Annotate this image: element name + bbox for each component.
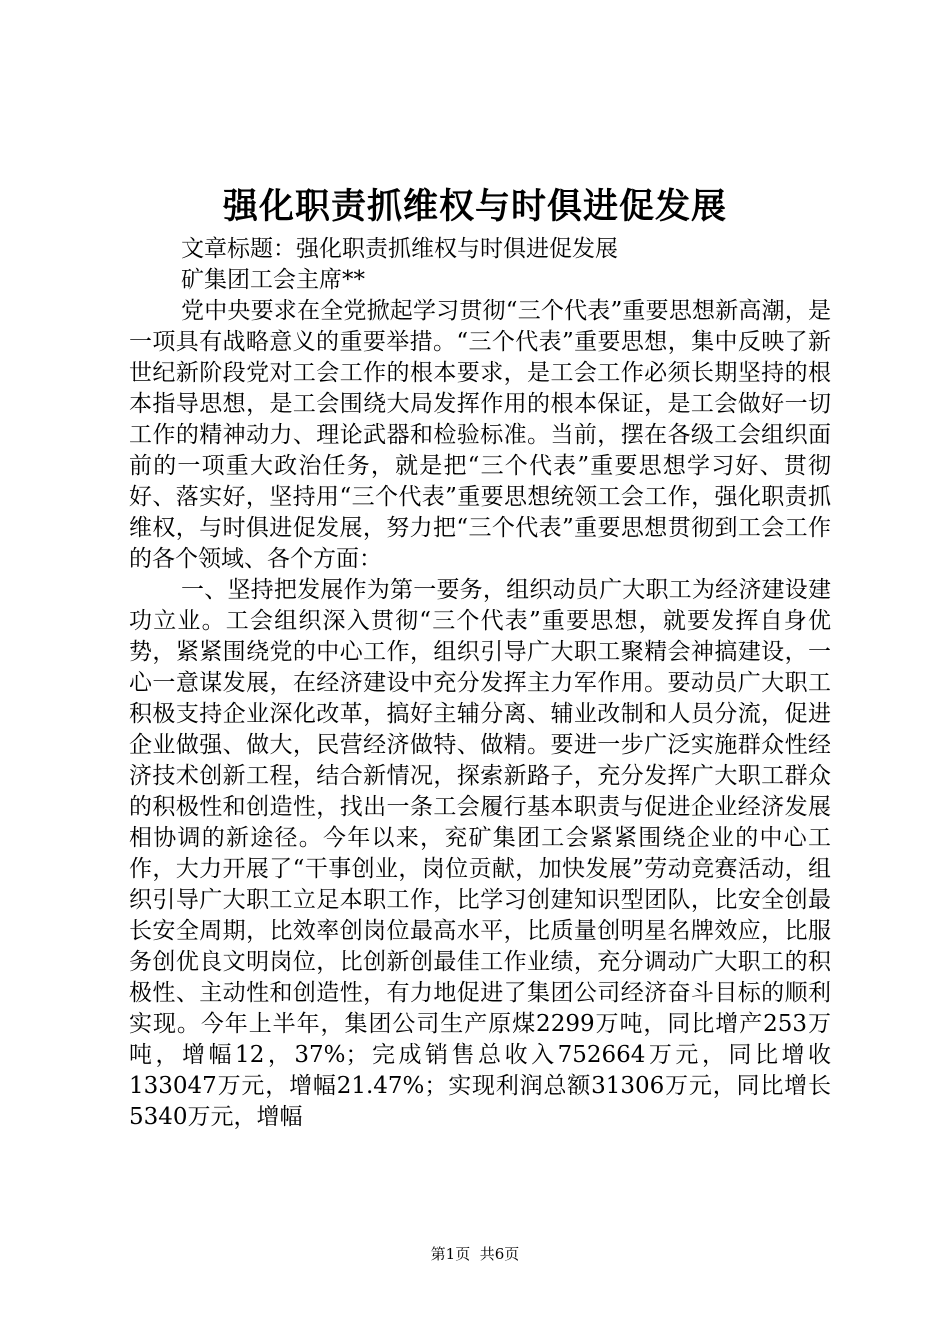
paragraph-section-one: 一、坚持把发展作为第一要务，组织动员广大职工为经济建设建功立业。工会组织深入贯彻“三个代表”重要思想，就要发挥自身优势，紧紧围绕党的中心工作，组织引导广大职工聚精会神搞建设，一心一意谋发展，在经济建设中充分发挥主力军作用。要动员广大职工积极支持企业深化改革，搞好主辅分离、辅业改制和人员分流，促进企业做强、做大，民营经济做特、做精。要进一步广泛实施群众性经济技术创新工程，结合新情况，探索新路子，充分发挥广大职工群众的积极性和创造性，找出一条工会履行基本职责与促进企业经济发展相协调的新途径。今年以来，兖矿集团工会紧紧围绕企业的中心工作，大力开展了“干事创业，岗位贡献，加快发展”劳动竞赛活动，组织引导广大职工立足本职工作，比学习创建知识型团队，比安全创最长安全周期，比效率创岗位最高水平，比质量创明星名牌效应，比服务创优良文明岗位，比创新创最佳工作业绩，充分调动广大职工的积极性、主动性和创造性，有力地促进了集团公司经济奋斗目标的顺利实现。今年上半年，集团公司生产原煤2299万吨，同比增产253万吨，增幅12，37%；完成销售总收入752664万元，同比增收133047万元，增幅21.47%；实现利润总额31306万元，同比增长5340万元，增幅: [129, 577, 831, 1130]
document-title: 强化职责抓维权与时俱进促发展: [222, 186, 727, 227]
page-number-total: 共6页: [479, 1245, 520, 1263]
paragraph-intro: 党中央要求在全党掀起学习贯彻“三个代表”重要思想新高潮，是一项具有战略意义的重要举措。“三个代表”重要思想，集中反映了新世纪新阶段党对工会工作的根本要求，是工会工作必须长期坚持的根本指导思想，是工会围绕大局发挥作用的根本保证，是工会做好一切工作的精神动力、理论武器和检验标准。当前，摆在各级工会组织面前的一项重大政治任务，就是把“三个代表”重要思想学习好、贯彻好、落实好，坚持用“三个代表”重要思想统领工会工作，强化职责抓维权，与时俱进促发展，努力把“三个代表”重要思想贯彻到工会工作的各个领域、各个方面：: [129, 298, 831, 572]
page-number-current: 第1页: [430, 1245, 471, 1263]
article-header-line: 文章标题：强化职责抓维权与时俱进促发展: [181, 236, 618, 262]
author-line: 矿集团工会主席**: [181, 267, 365, 293]
document-body: [129, 234, 831, 1133]
page-footer: [0, 1244, 950, 1264]
